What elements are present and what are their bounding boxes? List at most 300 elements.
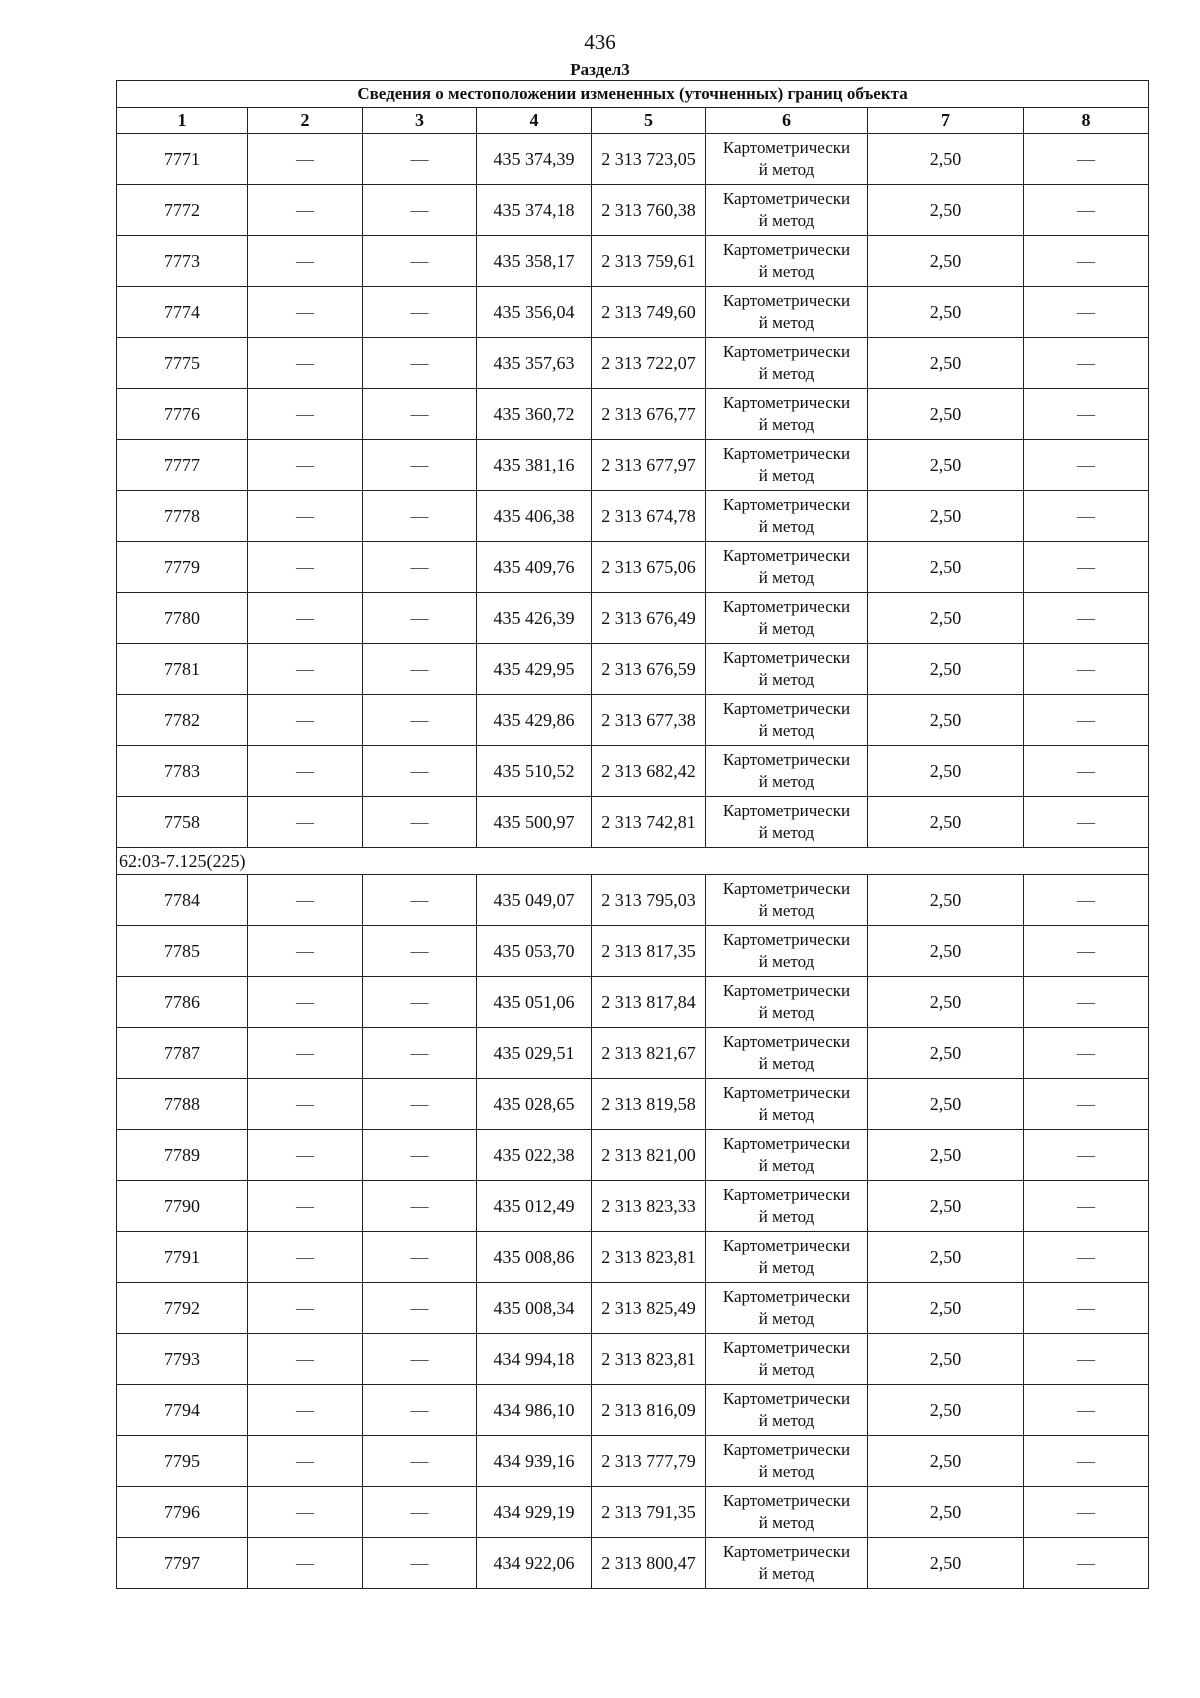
- column-8-cell: —: [1024, 1130, 1149, 1181]
- point-number-cell: 7796: [117, 1487, 248, 1538]
- accuracy-cell: 2,50: [868, 287, 1024, 338]
- column-header: 8: [1024, 108, 1149, 134]
- column-8-cell: —: [1024, 1232, 1149, 1283]
- table-row: [117, 389, 1149, 440]
- table-row: [117, 1385, 1149, 1436]
- method-cell: [706, 797, 868, 848]
- column-header: 5: [592, 108, 706, 134]
- method-cell: [706, 389, 868, 440]
- x-coordinate-cell: 434 939,16: [477, 1436, 592, 1487]
- method-cell: [706, 695, 868, 746]
- column-3-cell: —: [363, 287, 477, 338]
- method-line-1: Картометрически: [722, 240, 851, 259]
- accuracy-cell: 2,50: [868, 1334, 1024, 1385]
- section-label: Раздел3: [570, 60, 630, 79]
- method-line-2: й метод: [758, 1462, 815, 1481]
- x-coordinate-cell: 434 929,19: [477, 1487, 592, 1538]
- column-8-cell: —: [1024, 1181, 1149, 1232]
- y-coordinate-cell: 2 313 821,67: [592, 1028, 706, 1079]
- accuracy-cell: 2,50: [868, 440, 1024, 491]
- table-row: [117, 236, 1149, 287]
- column-2-cell: —: [248, 1181, 363, 1232]
- x-coordinate-cell: 435 374,18: [477, 185, 592, 236]
- accuracy-cell: 2,50: [868, 797, 1024, 848]
- accuracy-cell: 2,50: [868, 236, 1024, 287]
- column-2-cell: —: [248, 236, 363, 287]
- accuracy-cell: 2,50: [868, 338, 1024, 389]
- column-2-cell: —: [248, 1232, 363, 1283]
- method-line-2: й метод: [758, 1156, 815, 1175]
- point-number-cell: 7772: [117, 185, 248, 236]
- table-row: [117, 491, 1149, 542]
- column-2-cell: —: [248, 797, 363, 848]
- method-cell: [706, 875, 868, 926]
- column-8-cell: —: [1024, 926, 1149, 977]
- column-2-cell: —: [248, 593, 363, 644]
- column-8-cell: —: [1024, 287, 1149, 338]
- method-line-2: й метод: [758, 1003, 815, 1022]
- method-line-1: Картометрически: [722, 291, 851, 310]
- method-line-2: й метод: [758, 1105, 815, 1124]
- method-cell: [706, 1538, 868, 1589]
- method-cell: [706, 1232, 868, 1283]
- column-3-cell: —: [363, 1436, 477, 1487]
- y-coordinate-cell: 2 313 791,35: [592, 1487, 706, 1538]
- method-line-2: й метод: [758, 262, 815, 281]
- method-line-2: й метод: [758, 466, 815, 485]
- column-3-cell: —: [363, 134, 477, 185]
- method-cell: [706, 491, 868, 542]
- column-header: 3: [363, 108, 477, 134]
- column-8-cell: —: [1024, 1487, 1149, 1538]
- accuracy-cell: 2,50: [868, 542, 1024, 593]
- point-number-cell: 7758: [117, 797, 248, 848]
- x-coordinate-cell: 435 049,07: [477, 875, 592, 926]
- column-8-cell: —: [1024, 1334, 1149, 1385]
- column-3-cell: —: [363, 1079, 477, 1130]
- x-coordinate-cell: 435 357,63: [477, 338, 592, 389]
- method-cell: [706, 542, 868, 593]
- column-3-cell: —: [363, 389, 477, 440]
- table-row: [117, 593, 1149, 644]
- x-coordinate-cell: 435 429,86: [477, 695, 592, 746]
- x-coordinate-cell: 435 409,76: [477, 542, 592, 593]
- point-number-cell: 7795: [117, 1436, 248, 1487]
- accuracy-cell: 2,50: [868, 1385, 1024, 1436]
- column-3-cell: —: [363, 236, 477, 287]
- y-coordinate-cell: 2 313 816,09: [592, 1385, 706, 1436]
- column-2-cell: —: [248, 440, 363, 491]
- y-coordinate-cell: 2 313 819,58: [592, 1079, 706, 1130]
- column-2-cell: —: [248, 542, 363, 593]
- column-header: 7: [868, 108, 1024, 134]
- x-coordinate-cell: 435 500,97: [477, 797, 592, 848]
- method-line-1: Картометрически: [722, 1083, 851, 1102]
- x-coordinate-cell: 435 374,39: [477, 134, 592, 185]
- method-line-2: й метод: [758, 721, 815, 740]
- table-row: [117, 542, 1149, 593]
- column-8-cell: —: [1024, 695, 1149, 746]
- column-8-cell: —: [1024, 389, 1149, 440]
- point-number-cell: 7782: [117, 695, 248, 746]
- method-line-2: й метод: [758, 1513, 815, 1532]
- x-coordinate-cell: 435 429,95: [477, 644, 592, 695]
- x-coordinate-cell: 435 053,70: [477, 926, 592, 977]
- point-number-cell: 7791: [117, 1232, 248, 1283]
- x-coordinate-cell: 435 028,65: [477, 1079, 592, 1130]
- column-2-cell: —: [248, 1334, 363, 1385]
- column-2-cell: —: [248, 1283, 363, 1334]
- y-coordinate-cell: 2 313 676,49: [592, 593, 706, 644]
- x-coordinate-cell: 435 358,17: [477, 236, 592, 287]
- method-line-1: Картометрически: [722, 393, 851, 412]
- column-3-cell: —: [363, 977, 477, 1028]
- column-8-cell: —: [1024, 1436, 1149, 1487]
- y-coordinate-cell: 2 313 759,61: [592, 236, 706, 287]
- column-header: 1: [117, 108, 248, 134]
- accuracy-cell: 2,50: [868, 134, 1024, 185]
- accuracy-cell: 2,50: [868, 491, 1024, 542]
- table-row: [117, 440, 1149, 491]
- y-coordinate-cell: 2 313 682,42: [592, 746, 706, 797]
- column-8-cell: —: [1024, 1079, 1149, 1130]
- column-3-cell: —: [363, 1181, 477, 1232]
- y-coordinate-cell: 2 313 674,78: [592, 491, 706, 542]
- method-line-1: Картометрически: [722, 1389, 851, 1408]
- x-coordinate-cell: 435 426,39: [477, 593, 592, 644]
- column-8-cell: —: [1024, 1283, 1149, 1334]
- column-2-cell: —: [248, 1436, 363, 1487]
- column-2-cell: —: [248, 1538, 363, 1589]
- column-2-cell: —: [248, 695, 363, 746]
- point-number-cell: 7778: [117, 491, 248, 542]
- column-8-cell: —: [1024, 338, 1149, 389]
- point-number-cell: 7787: [117, 1028, 248, 1079]
- x-coordinate-cell: 435 008,86: [477, 1232, 592, 1283]
- point-number-cell: 7789: [117, 1130, 248, 1181]
- y-coordinate-cell: 2 313 800,47: [592, 1538, 706, 1589]
- column-3-cell: —: [363, 1385, 477, 1436]
- method-cell: [706, 1079, 868, 1130]
- column-8-cell: —: [1024, 491, 1149, 542]
- parcel-group-row: [117, 848, 1149, 875]
- column-2-cell: —: [248, 389, 363, 440]
- method-line-2: й метод: [758, 670, 815, 689]
- x-coordinate-cell: 434 994,18: [477, 1334, 592, 1385]
- y-coordinate-cell: 2 313 823,81: [592, 1232, 706, 1283]
- method-cell: [706, 644, 868, 695]
- method-line-1: Картометрически: [722, 648, 851, 667]
- boundary-coordinates-table: [116, 80, 1149, 1589]
- method-line-2: й метод: [758, 313, 815, 332]
- y-coordinate-cell: 2 313 676,59: [592, 644, 706, 695]
- y-coordinate-cell: 2 313 677,38: [592, 695, 706, 746]
- method-line-1: Картометрически: [722, 699, 851, 718]
- accuracy-cell: 2,50: [868, 977, 1024, 1028]
- point-number-cell: 7781: [117, 644, 248, 695]
- page-number: 436: [584, 30, 616, 54]
- method-cell: [706, 338, 868, 389]
- method-line-1: Картометрически: [722, 1542, 851, 1561]
- method-line-2: й метод: [758, 1207, 815, 1226]
- method-cell: [706, 746, 868, 797]
- column-8-cell: —: [1024, 1538, 1149, 1589]
- y-coordinate-cell: 2 313 777,79: [592, 1436, 706, 1487]
- column-2-cell: —: [248, 134, 363, 185]
- column-3-cell: —: [363, 1130, 477, 1181]
- accuracy-cell: 2,50: [868, 593, 1024, 644]
- point-number-cell: 7774: [117, 287, 248, 338]
- method-cell: [706, 287, 868, 338]
- point-number-cell: 7785: [117, 926, 248, 977]
- column-header-row: [117, 108, 1149, 134]
- column-2-cell: —: [248, 338, 363, 389]
- x-coordinate-cell: 435 360,72: [477, 389, 592, 440]
- method-line-1: Картометрически: [722, 546, 851, 565]
- column-8-cell: —: [1024, 593, 1149, 644]
- column-3-cell: —: [363, 491, 477, 542]
- method-line-2: й метод: [758, 952, 815, 971]
- table-row: [117, 134, 1149, 185]
- y-coordinate-cell: 2 313 823,33: [592, 1181, 706, 1232]
- column-2-cell: —: [248, 1079, 363, 1130]
- method-line-2: й метод: [758, 619, 815, 638]
- method-line-2: й метод: [758, 160, 815, 179]
- y-coordinate-cell: 2 313 821,00: [592, 1130, 706, 1181]
- point-number-cell: 7793: [117, 1334, 248, 1385]
- point-number-cell: 7788: [117, 1079, 248, 1130]
- method-cell: [706, 1283, 868, 1334]
- method-cell: [706, 1334, 868, 1385]
- y-coordinate-cell: 2 313 677,97: [592, 440, 706, 491]
- table-row: [117, 1181, 1149, 1232]
- method-line-1: Картометрически: [722, 801, 851, 820]
- method-line-1: Картометрически: [722, 189, 851, 208]
- x-coordinate-cell: 435 381,16: [477, 440, 592, 491]
- column-3-cell: —: [363, 797, 477, 848]
- method-cell: [706, 1028, 868, 1079]
- method-line-1: Картометрически: [722, 138, 851, 157]
- column-3-cell: —: [363, 746, 477, 797]
- column-3-cell: —: [363, 1538, 477, 1589]
- method-line-1: Картометрически: [722, 444, 851, 463]
- table-row: [117, 1232, 1149, 1283]
- method-cell: [706, 926, 868, 977]
- y-coordinate-cell: 2 313 823,81: [592, 1334, 706, 1385]
- accuracy-cell: 2,50: [868, 185, 1024, 236]
- table-row: [117, 1487, 1149, 1538]
- y-coordinate-cell: 2 313 722,07: [592, 338, 706, 389]
- column-2-cell: —: [248, 926, 363, 977]
- y-coordinate-cell: 2 313 825,49: [592, 1283, 706, 1334]
- point-number-cell: 7790: [117, 1181, 248, 1232]
- point-number-cell: 7776: [117, 389, 248, 440]
- accuracy-cell: 2,50: [868, 1436, 1024, 1487]
- method-cell: [706, 1385, 868, 1436]
- method-line-2: й метод: [758, 568, 815, 587]
- accuracy-cell: 2,50: [868, 1181, 1024, 1232]
- method-cell: [706, 236, 868, 287]
- point-number-cell: 7780: [117, 593, 248, 644]
- column-8-cell: —: [1024, 644, 1149, 695]
- x-coordinate-cell: 434 922,06: [477, 1538, 592, 1589]
- column-3-cell: —: [363, 440, 477, 491]
- column-header: 6: [706, 108, 868, 134]
- y-coordinate-cell: 2 313 675,06: [592, 542, 706, 593]
- column-3-cell: —: [363, 185, 477, 236]
- column-header: 4: [477, 108, 592, 134]
- column-3-cell: —: [363, 644, 477, 695]
- table-row: [117, 1130, 1149, 1181]
- point-number-cell: 7784: [117, 875, 248, 926]
- table-row: [117, 746, 1149, 797]
- method-cell: [706, 593, 868, 644]
- table-title: Сведения о местоположении измененных (уточненных) границ объекта: [117, 81, 1149, 108]
- column-2-cell: —: [248, 1385, 363, 1436]
- method-line-1: Картометрически: [722, 495, 851, 514]
- method-line-1: Картометрически: [722, 1134, 851, 1153]
- y-coordinate-cell: 2 313 817,35: [592, 926, 706, 977]
- table-title-row: [117, 81, 1149, 108]
- column-2-cell: —: [248, 185, 363, 236]
- method-line-1: Картометрически: [722, 1440, 851, 1459]
- method-line-1: Картометрически: [722, 1338, 851, 1357]
- accuracy-cell: 2,50: [868, 1487, 1024, 1538]
- table-row: [117, 695, 1149, 746]
- accuracy-cell: 2,50: [868, 1283, 1024, 1334]
- x-coordinate-cell: 435 051,06: [477, 977, 592, 1028]
- column-3-cell: —: [363, 1334, 477, 1385]
- column-3-cell: —: [363, 695, 477, 746]
- column-8-cell: —: [1024, 1385, 1149, 1436]
- column-2-cell: —: [248, 1487, 363, 1538]
- column-8-cell: —: [1024, 1028, 1149, 1079]
- x-coordinate-cell: 435 510,52: [477, 746, 592, 797]
- method-line-1: Картометрически: [722, 1491, 851, 1510]
- column-8-cell: —: [1024, 134, 1149, 185]
- method-line-2: й метод: [758, 1360, 815, 1379]
- method-line-2: й метод: [758, 772, 815, 791]
- column-3-cell: —: [363, 1028, 477, 1079]
- y-coordinate-cell: 2 313 723,05: [592, 134, 706, 185]
- method-line-1: Картометрически: [722, 342, 851, 361]
- method-line-1: Картометрически: [722, 981, 851, 1000]
- table-row: [117, 338, 1149, 389]
- y-coordinate-cell: 2 313 676,77: [592, 389, 706, 440]
- method-line-1: Картометрически: [722, 879, 851, 898]
- parcel-group-label: 62:03-7.125(225): [117, 848, 1149, 875]
- x-coordinate-cell: 435 029,51: [477, 1028, 592, 1079]
- point-number-cell: 7779: [117, 542, 248, 593]
- table-row: [117, 1028, 1149, 1079]
- column-8-cell: —: [1024, 977, 1149, 1028]
- table-row: [117, 1538, 1149, 1589]
- column-3-cell: —: [363, 1283, 477, 1334]
- method-line-1: Картометрически: [722, 597, 851, 616]
- point-number-cell: 7773: [117, 236, 248, 287]
- table-row: [117, 1079, 1149, 1130]
- accuracy-cell: 2,50: [868, 746, 1024, 797]
- method-cell: [706, 185, 868, 236]
- column-3-cell: —: [363, 338, 477, 389]
- x-coordinate-cell: 434 986,10: [477, 1385, 592, 1436]
- x-coordinate-cell: 435 012,49: [477, 1181, 592, 1232]
- accuracy-cell: 2,50: [868, 1028, 1024, 1079]
- column-3-cell: —: [363, 1487, 477, 1538]
- column-header: 2: [248, 108, 363, 134]
- x-coordinate-cell: 435 406,38: [477, 491, 592, 542]
- table-row: [117, 1283, 1149, 1334]
- point-number-cell: 7797: [117, 1538, 248, 1589]
- table-row: [117, 875, 1149, 926]
- column-3-cell: —: [363, 593, 477, 644]
- column-2-cell: —: [248, 746, 363, 797]
- method-cell: [706, 1436, 868, 1487]
- column-3-cell: —: [363, 542, 477, 593]
- point-number-cell: 7777: [117, 440, 248, 491]
- point-number-cell: 7771: [117, 134, 248, 185]
- column-8-cell: —: [1024, 875, 1149, 926]
- y-coordinate-cell: 2 313 742,81: [592, 797, 706, 848]
- column-8-cell: —: [1024, 542, 1149, 593]
- accuracy-cell: 2,50: [868, 389, 1024, 440]
- method-cell: [706, 1487, 868, 1538]
- table-row: [117, 185, 1149, 236]
- column-3-cell: —: [363, 875, 477, 926]
- method-cell: [706, 1130, 868, 1181]
- point-number-cell: 7792: [117, 1283, 248, 1334]
- column-8-cell: —: [1024, 746, 1149, 797]
- method-cell: [706, 134, 868, 185]
- column-8-cell: —: [1024, 185, 1149, 236]
- accuracy-cell: 2,50: [868, 926, 1024, 977]
- method-cell: [706, 977, 868, 1028]
- column-2-cell: —: [248, 644, 363, 695]
- table-row: [117, 797, 1149, 848]
- column-2-cell: —: [248, 977, 363, 1028]
- table-row: [117, 644, 1149, 695]
- method-line-2: й метод: [758, 415, 815, 434]
- column-3-cell: —: [363, 926, 477, 977]
- method-cell: [706, 1181, 868, 1232]
- column-2-cell: —: [248, 875, 363, 926]
- accuracy-cell: 2,50: [868, 875, 1024, 926]
- x-coordinate-cell: 435 008,34: [477, 1283, 592, 1334]
- method-line-2: й метод: [758, 364, 815, 383]
- method-line-2: й метод: [758, 901, 815, 920]
- method-line-1: Картометрически: [722, 750, 851, 769]
- method-line-2: й метод: [758, 823, 815, 842]
- column-8-cell: —: [1024, 236, 1149, 287]
- method-line-2: й метод: [758, 1054, 815, 1073]
- accuracy-cell: 2,50: [868, 644, 1024, 695]
- accuracy-cell: 2,50: [868, 1232, 1024, 1283]
- method-cell: [706, 440, 868, 491]
- table-row: [117, 1436, 1149, 1487]
- table-row: [117, 287, 1149, 338]
- column-8-cell: —: [1024, 797, 1149, 848]
- x-coordinate-cell: 435 022,38: [477, 1130, 592, 1181]
- method-line-1: Картометрически: [722, 1185, 851, 1204]
- method-line-2: й метод: [758, 1258, 815, 1277]
- method-line-2: й метод: [758, 211, 815, 230]
- point-number-cell: 7775: [117, 338, 248, 389]
- method-line-1: Картометрически: [722, 1032, 851, 1051]
- y-coordinate-cell: 2 313 795,03: [592, 875, 706, 926]
- column-3-cell: —: [363, 1232, 477, 1283]
- column-8-cell: —: [1024, 440, 1149, 491]
- column-2-cell: —: [248, 1028, 363, 1079]
